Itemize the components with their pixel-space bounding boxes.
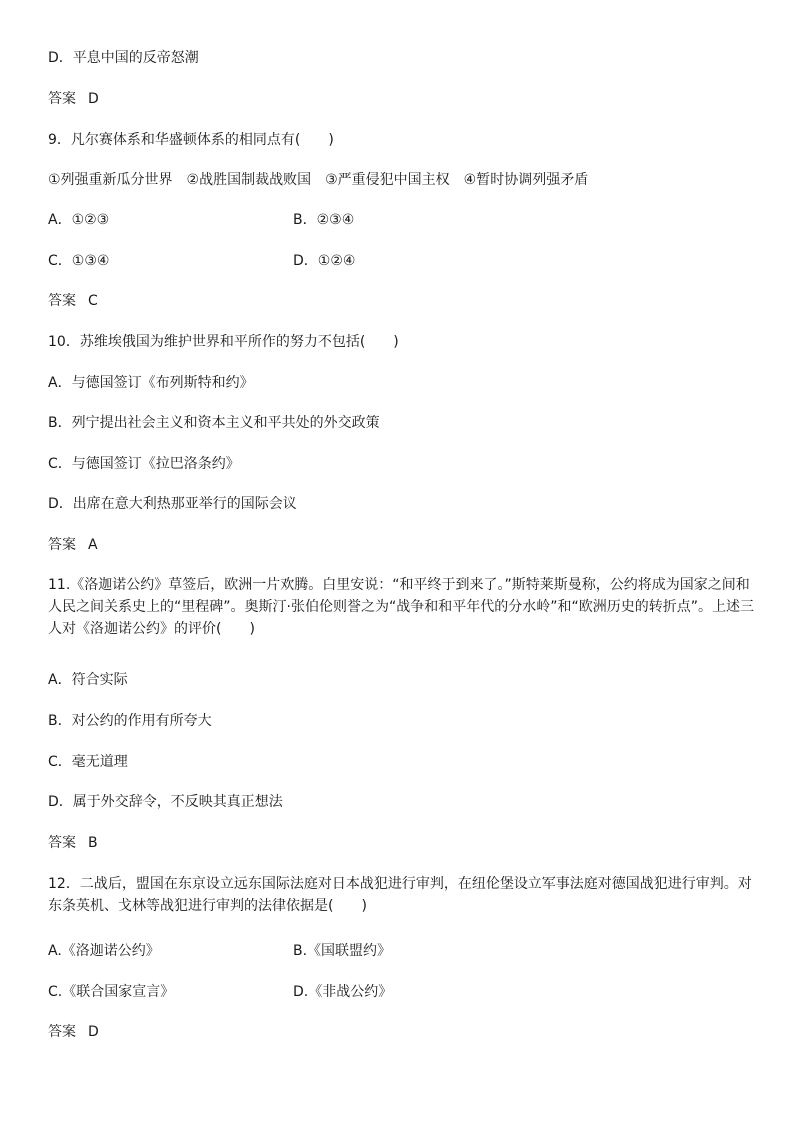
q9-items: ①列强重新瓜分世界 ②战胜国制裁战败国 ③严重侵犯中国主权 ④暂时协调列强矛盾 (48, 172, 589, 188)
q9-option-c: C．①③④ (48, 253, 110, 269)
answer-value: B (88, 835, 98, 851)
q9-answer (48, 290, 754, 312)
q8-option-d: D．平息中国的反帝怒潮 (48, 50, 199, 66)
answer-value: D (88, 1024, 99, 1040)
q9-option-b: B．②③④ (293, 212, 355, 228)
q12-options-row2 (48, 981, 754, 1003)
q9-options-row2 (48, 250, 754, 272)
q10-answer (48, 534, 754, 556)
answer-label: 答案 (48, 293, 76, 309)
q10-option-b: B．列宁提出社会主义和资本主义和平共处的外交政策 (48, 415, 380, 431)
answer-value: C (88, 293, 98, 309)
q12-options-row1 (48, 940, 754, 962)
q11-stem: 11.《洛迦诺公约》草签后，欧洲一片欢腾。白里安说：“和平终于到来了。”斯特莱斯曼称，公约将成为国家之间和人民之间关系史上的“里程碑”。奥斯汀·张伯伦则誉之为“战争和和平年代的分水岭”和“欧洲历史的转折点”。上述三人对《洛迦诺公约》的评价( ) (48, 577, 754, 637)
q12-answer (48, 1021, 754, 1043)
answer-label: 答案 (48, 1024, 76, 1040)
q9-option-a: A．①②③ (48, 212, 110, 228)
answer-value: D (88, 91, 99, 107)
q10-option-d: D．出席在意大利热那亚举行的国际会议 (48, 496, 297, 512)
answer-label: 答案 (48, 537, 76, 553)
q12-option-c: C.《联合国家宣言》 (48, 984, 175, 1000)
q11-option-b: B．对公约的作用有所夸大 (48, 713, 212, 729)
q11-answer (48, 832, 754, 854)
answer-label: 答案 (48, 91, 76, 107)
answer-label: 答案 (48, 835, 76, 851)
answer-value: A (88, 537, 98, 553)
q12-option-a: A.《洛迦诺公约》 (48, 943, 160, 959)
q9-option-d: D．①②④ (293, 253, 356, 269)
q10-option-c: C．与德国签订《拉巴洛条约》 (48, 456, 240, 472)
q8-answer (48, 88, 754, 110)
q12-option-d: D.《非战公约》 (293, 984, 393, 1000)
q11-option-c: C．毫无道理 (48, 754, 128, 770)
q12-option-b: B.《国联盟约》 (293, 943, 392, 959)
q11-option-a: A．符合实际 (48, 672, 128, 688)
q12-stem: 12．二战后，盟国在东京设立远东国际法庭对日本战犯进行审判，在纽伦堡设立军事法庭对德国战犯进行审判。对东条英机、戈林等战犯进行审判的法律依据是( ) (48, 876, 752, 914)
q11-option-d: D．属于外交辞令，不反映其真正想法 (48, 794, 283, 810)
q10-stem: 10．苏维埃俄国为维护世界和平所作的努力不包括( ) (48, 334, 399, 350)
q10-option-a: A．与德国签订《布列斯特和约》 (48, 375, 254, 391)
q9-stem: 9．凡尔赛体系和华盛顿体系的相同点有( ) (48, 132, 334, 148)
q9-options-row1 (48, 209, 754, 231)
